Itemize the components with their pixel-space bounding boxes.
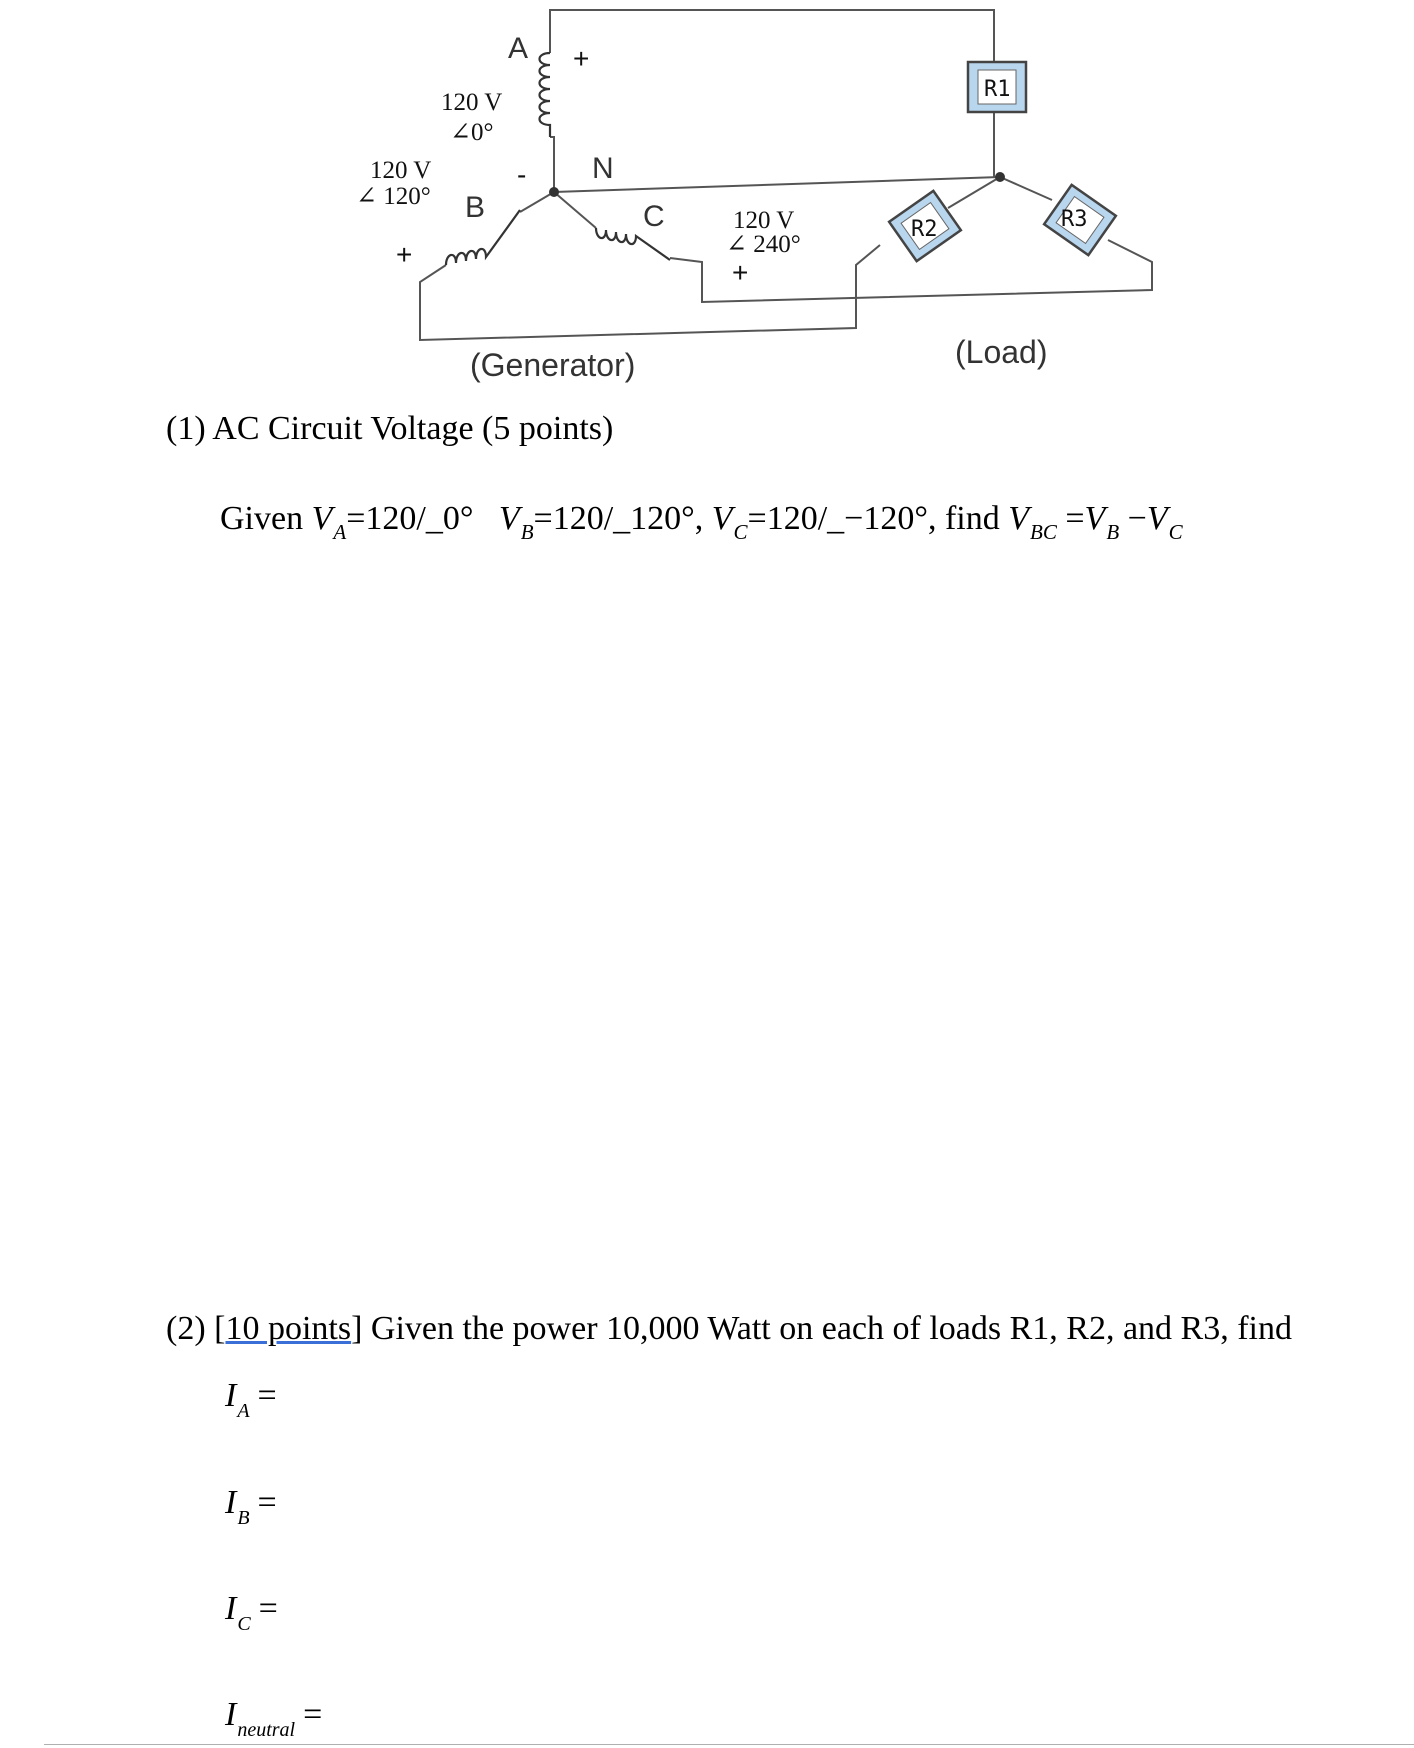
label-b-minus: -: [517, 159, 527, 190]
page-bottom-rule: [44, 1744, 1414, 1745]
neutral-node: [549, 187, 559, 197]
wire-phase-b: [420, 245, 880, 340]
answer-ib: $I_B$ =: [225, 1484, 277, 1529]
question1-title: (1) AC Circuit Voltage (5 points): [166, 410, 614, 447]
answer-ineutral: $I_{neutral}$ =: [225, 1696, 323, 1741]
generator-caption: (Generator): [470, 347, 636, 383]
label-a-plus: +: [573, 43, 590, 74]
given-word: Given: [220, 500, 304, 537]
answer-ic: $I_C$ =: [225, 1590, 278, 1635]
question1-given: Given $V_A=120/\_0^\circ$ $V_B=120/\_120^\circ$, $V_C=120/\_-120^\circ$, find $V_{BC} =V_B -V_C$: [220, 500, 1183, 544]
label-r2: R2: [911, 217, 938, 242]
label-r1: R1: [984, 77, 1011, 102]
label-phase-c: C: [643, 200, 665, 233]
points-link[interactable]: 10 points: [225, 1310, 352, 1347]
label-neutral: N: [592, 152, 614, 185]
label-c-voltage: 120 V: [733, 207, 795, 234]
label-b-voltage: 120 V: [370, 157, 432, 184]
label-phase-a: A: [508, 32, 529, 65]
coil-a: [540, 53, 551, 137]
find-word: find: [944, 500, 1000, 537]
value-vb: =120/_120°,: [533, 500, 704, 537]
label-a-angle: ∠0°: [450, 119, 494, 146]
wire-node-r3: [1000, 177, 1052, 200]
value-va: =120/_0°: [346, 500, 474, 537]
question2-text: (2) [10 points] Given the power 10,000 Watt on each of loads R1, R2, and R3, find: [166, 1310, 1293, 1347]
label-phase-b: B: [465, 191, 486, 224]
wire-coil-c-neutral: [554, 192, 596, 228]
label-b-angle: ∠ 120°: [356, 183, 431, 210]
label-r3: R3: [1061, 207, 1088, 232]
label-a-voltage: 120 V: [441, 89, 503, 116]
label-b-plus: +: [396, 239, 413, 270]
wire-phase-a: [550, 10, 994, 62]
label-c-plus: +: [732, 257, 749, 288]
wire-node-r2: [948, 177, 1000, 208]
load-node: [995, 172, 1005, 182]
label-c-angle: ∠ 240°: [726, 231, 801, 258]
three-phase-circuit-diagram: [0, 0, 1414, 420]
load-caption: (Load): [955, 334, 1048, 370]
wire-coil-b-neutral: [520, 192, 554, 212]
wire-coil-a-neutral: [550, 137, 554, 192]
answer-ia: $I_A$ =: [225, 1377, 277, 1422]
value-vc: =120/_−120°,: [747, 500, 937, 537]
